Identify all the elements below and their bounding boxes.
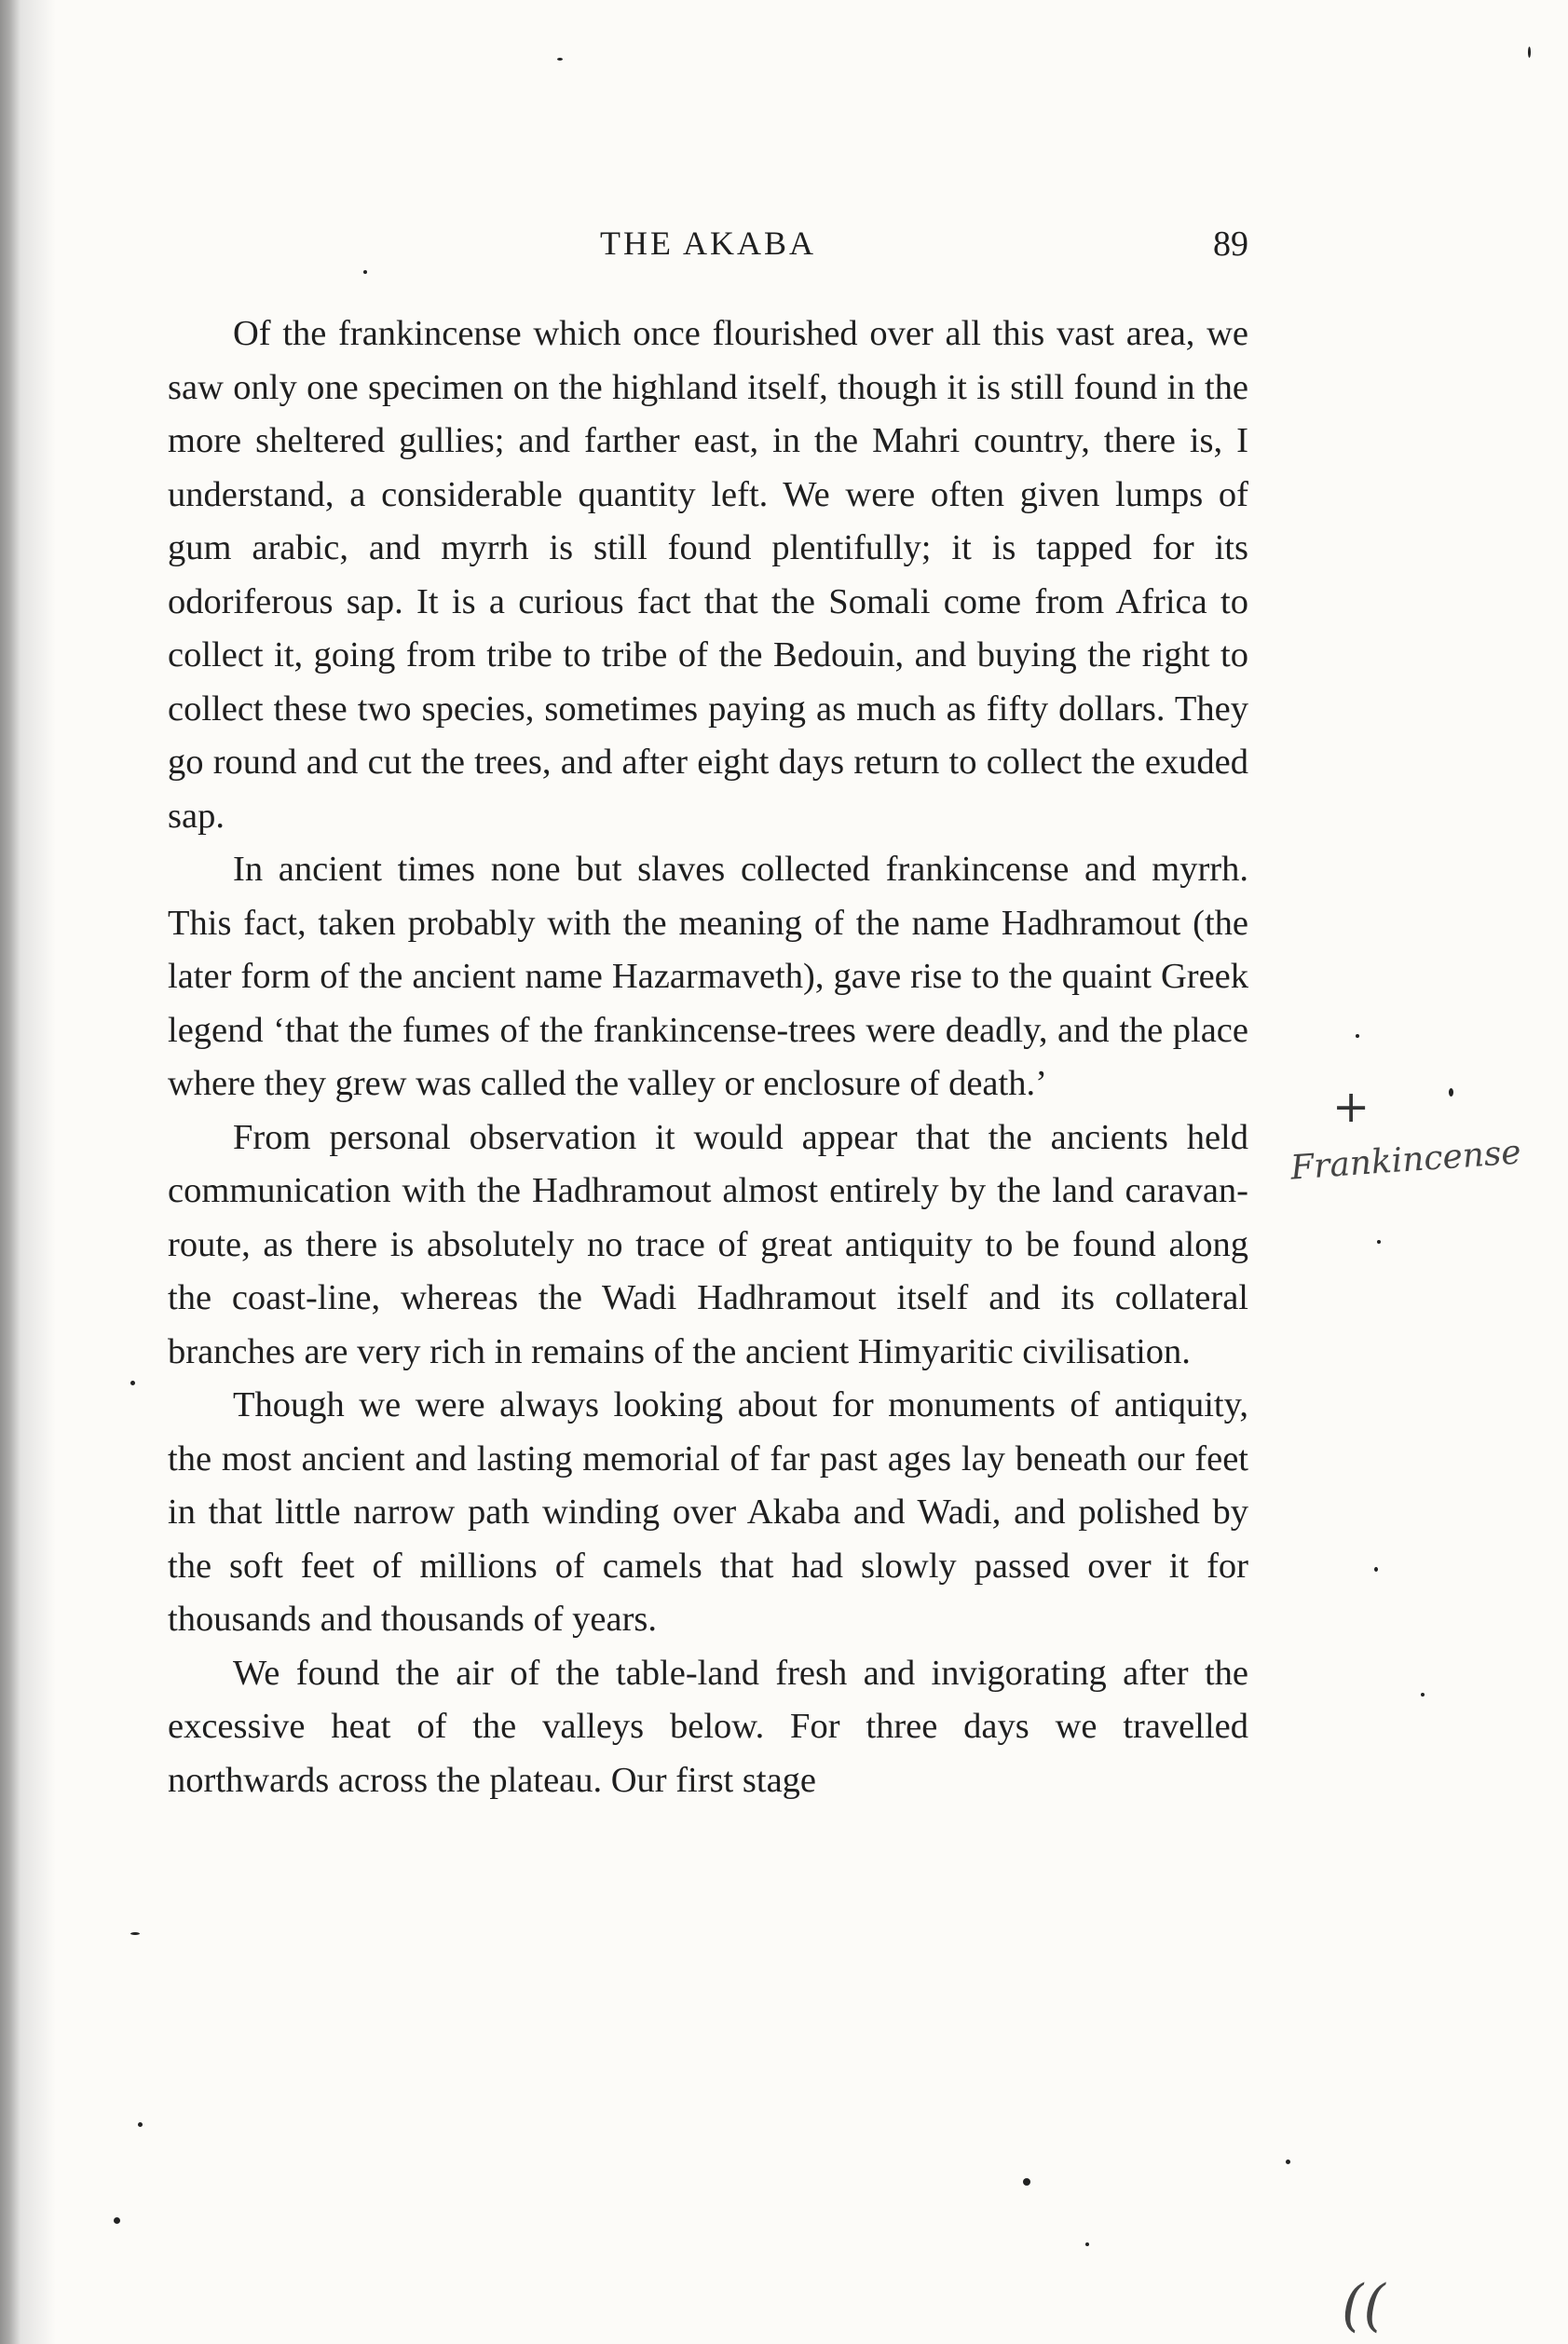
print-speck xyxy=(1374,1567,1378,1572)
paragraph-frankincense: Of the frankincense which once flourished over all this vast area, we saw only one specimen on the highland itself, though it is still found in the more sheltered gullies; and farther east, in the Mahri country, there is, I understand, a considerable quantity left. We were often given lumps of gum arabic, and myrrh is still found plentifully; it is tapped for its odoriferous sap. It is a curious fact that the Somali come from Africa to collect it, going from tribe to tribe of the Bedouin, and buying the right to collect these two species, sometimes paying as much as fifty dollars. They go round and cut the trees, and after eight days return to collect the exuded sap. xyxy=(168,314,1248,836)
print-speck xyxy=(1286,2160,1290,2164)
body-text xyxy=(168,307,1248,1807)
marginal-bottom-mark: (( xyxy=(1342,2273,1385,2338)
running-title: THE AKABA xyxy=(600,225,816,262)
paragraph-table-land: We found the air of the table-land fresh and invigorating after the excessive heat of the valleys below. For three days we travelled northwards across the plateau. Our first stage xyxy=(168,1653,1248,1800)
paragraph-monuments: Though we were always looking about for monuments of antiquity, the most ancient and lasting memorial of far past ages lay beneath our feet in that little narrow path winding over Akaba and Wadi, and polished by the soft feet of millions of camels that had slowly passed over it for thousands and thousands of years. xyxy=(168,1385,1248,1639)
binding-edge-shadow xyxy=(0,0,56,2344)
marginal-handwritten-note: Frankincense xyxy=(1288,1133,1522,1188)
print-speck xyxy=(130,1381,135,1385)
print-speck xyxy=(363,270,367,274)
page-number: 89 xyxy=(1213,225,1248,264)
marginal-plus-mark: + xyxy=(1332,1081,1370,1133)
print-speck xyxy=(1377,1240,1381,1244)
print-speck xyxy=(1356,1034,1359,1038)
print-speck xyxy=(130,1932,140,1935)
print-speck xyxy=(1085,2242,1089,2246)
print-speck xyxy=(1023,2178,1030,2186)
print-speck xyxy=(1449,1088,1453,1097)
running-head xyxy=(168,224,1248,279)
paragraph-ancient-times: In ancient times none but slaves collected frankincense and myrrh. This fact, taken probably with the meaning of the name Hadhramout (the later form of the ancient name Hazarmaveth), gave rise to the quaint Greek legend ‘that the fumes of the frankincense-trees were deadly, and the place where they grew was called the valley or enclosure of death.’ xyxy=(168,850,1248,1103)
print-speck xyxy=(1528,47,1531,58)
print-speck xyxy=(138,2122,143,2127)
print-speck xyxy=(1421,1693,1425,1697)
print-speck xyxy=(557,58,563,61)
print-speck xyxy=(114,2217,120,2224)
paragraph-personal-observation: From personal observation it would appear that the ancients held communication with the Hadhramout almost entirely by the land caravan-route, as there is absolutely no trace of great antiquity to be found along the coast-line, whereas the Wadi Hadhramout itself and its collateral branches are very rich in remains of the ancient Himyaritic civilisation. xyxy=(168,1117,1248,1371)
